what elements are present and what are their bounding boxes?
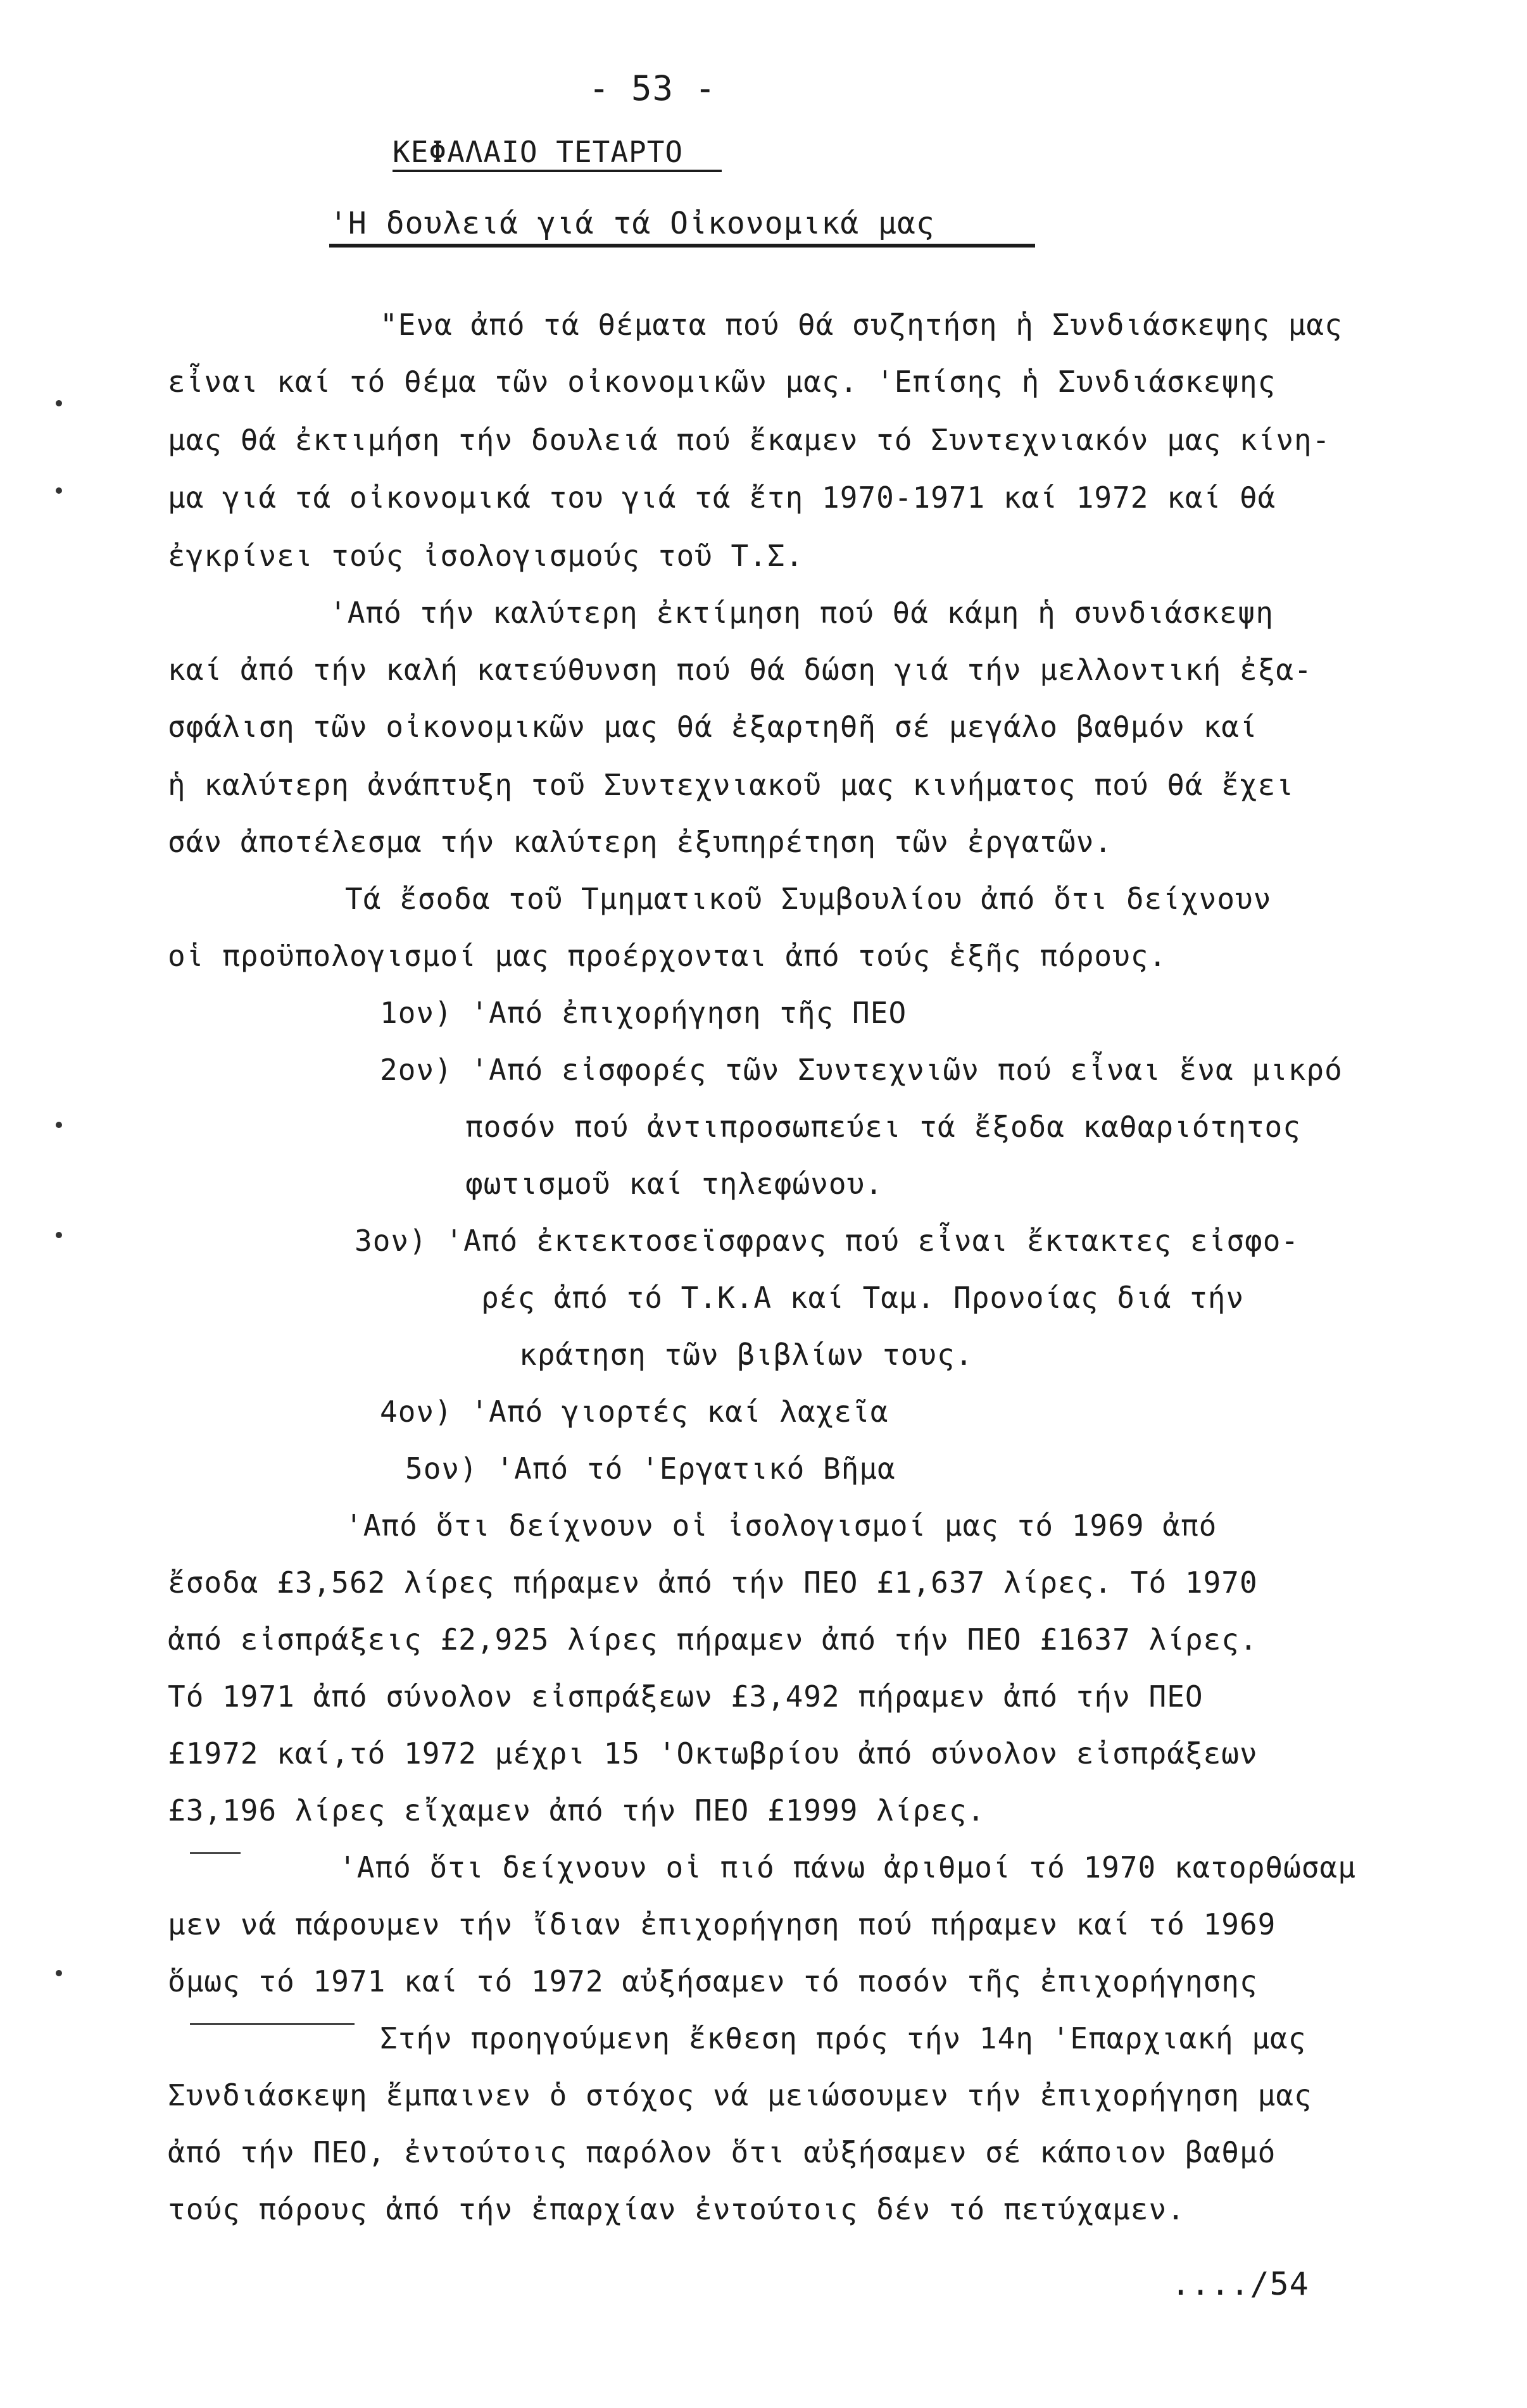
- chapter-title: ΚΕΦΑΛΑΙΟ ΤΕΤΑΡΤΟ: [393, 135, 684, 169]
- body-line: ἔσοδα £3,562 λίρες πήραμεν ἀπό τήν ΠΕΟ £1,637 λίρες. Τό 1970: [168, 1565, 1258, 1600]
- body-line: τούς πόρους ἀπό τήν ἐπαρχίαν ἐντούτοις δέν τό πετύχαμεν.: [168, 2192, 1185, 2226]
- body-line: Τά ἔσοδα τοῦ Τμηματικοῦ Συμβουλίου ἀπό ὅτι δείχνουν: [345, 882, 1272, 916]
- body-line: 'Από τήν καλύτερη ἐκτίμηση πού θά κάμη ἡ συνδιάσκεψη: [329, 596, 1274, 630]
- body-line: Τό 1971 ἀπό σύνολον εἰσπράξεων £3,492 πήραμεν ἀπό τήν ΠΕΟ: [168, 1679, 1203, 1714]
- margin-dash: [190, 1852, 241, 1854]
- list-item-3-cont: ρές ἀπό τό Τ.Κ.Α καί Ταμ. Προνοίας διά τήν: [481, 1281, 1245, 1315]
- binding-hole-mark: [56, 487, 62, 494]
- chapter-underline: [393, 170, 722, 172]
- body-line: ἀπό εἰσπράξεις £2,925 λίρες πήραμεν ἀπό τήν ΠΕΟ £1637 λίρες.: [168, 1622, 1258, 1657]
- body-line: μας θά ἐκτιμήση τήν δουλειά πού ἔκαμεν τό Συντεχνιακόν μας κίνη-: [168, 423, 1331, 457]
- body-line: "Ενα ἀπό τά θέματα πού θά συζητήση ἡ Συνδιάσκεψης μας: [380, 308, 1343, 342]
- body-line: ἐγκρίνει τούς ἰσολογισμούς τοῦ Τ.Σ.: [168, 539, 804, 573]
- section-title: 'Η δουλειά γιά τά Οἰκονομικά μας: [329, 206, 935, 241]
- body-line: σάν ἀποτέλεσμα τήν καλύτερη ἐξυπηρέτηση τῶν ἐργατῶν.: [168, 825, 1113, 859]
- body-line: καί ἀπό τήν καλή κατεύθυνση πού θά δώση γιά τήν μελλοντική ἐξα-: [168, 653, 1312, 687]
- body-line: Στήν προηγούμενη ἔκθεση πρός τήν 14η 'Επαρχιακή μας: [380, 2021, 1307, 2055]
- body-line: μεν νά πάρουμεν τήν ἴδιαν ἐπιχορήγηση πού πήραμεν καί τό 1969: [168, 1907, 1276, 1941]
- continuation-marker: ..../54: [1171, 2266, 1309, 2302]
- binding-hole-mark: [56, 1970, 62, 1976]
- binding-hole-mark: [56, 400, 62, 406]
- section-underline: [329, 244, 1035, 248]
- list-item-1: 1ον) 'Από ἐπιχορήγηση τῆς ΠΕΟ: [380, 996, 907, 1030]
- body-line: εἶναι καί τό θέμα τῶν οἰκονομικῶν μας. 'Επίσης ἡ Συνδιάσκεψης: [168, 365, 1276, 399]
- list-item-2-cont: φωτισμοῦ καί τηλεφώνου.: [465, 1167, 883, 1201]
- body-line: Συνδιάσκεψη ἔμπαινεν ὁ στόχος νά μειώσουμεν τήν ἐπιχορήγηση μας: [168, 2078, 1312, 2112]
- list-item-4: 4ον) 'Από γιορτές καί λαχεῖα: [380, 1395, 889, 1429]
- body-line: 'Από ὅτι δείχνουν οἱ ἰσολογισμοί μας τό 1969 ἀπό: [345, 1508, 1217, 1543]
- binding-hole-mark: [56, 1232, 62, 1238]
- list-item-5: 5ον) 'Από τό 'Εργατικό Βῆμα: [405, 1452, 896, 1486]
- list-item-2: 2ον) 'Από εἰσφορές τῶν Συντεχνιῶν πού εἶναι ἕνα μικρό: [380, 1053, 1343, 1087]
- list-item-3-cont: κράτηση τῶν βιβλίων τους.: [519, 1338, 974, 1372]
- body-line: 'Από ὅτι δείχνουν οἱ πιό πάνω ἀριθμοί τό 1970 κατορθώσαμ: [339, 1850, 1356, 1884]
- page-number: - 53 -: [589, 68, 717, 108]
- list-item-2-cont: ποσόν πού ἀντιπροσωπεύει τά ἔξοδα καθαριότητος: [465, 1110, 1301, 1144]
- binding-hole-mark: [56, 1122, 62, 1128]
- body-line: ὅμως τό 1971 καί τό 1972 αὐξήσαμεν τό ποσόν τῆς ἐπιχορήγησης: [168, 1964, 1258, 1998]
- body-line: £1972 καί,τό 1972 μέχρι 15 'Οκτωβρίου ἀπό σύνολον εἰσπράξεων: [168, 1736, 1258, 1771]
- body-line: ἀπό τήν ΠΕΟ, ἐντούτοις παρόλον ὅτι αὐξήσαμεν σέ κάποιον βαθμό: [168, 2135, 1276, 2169]
- body-line: £3,196 λίρες εἴχαμεν ἀπό τήν ΠΕΟ £1999 λίρες.: [168, 1793, 986, 1828]
- body-line: ἡ καλύτερη ἀνάπτυξη τοῦ Συντεχνιακοῦ μας κινήματος πού θά ἔχει: [168, 768, 1295, 802]
- list-item-3: 3ον) 'Από ἐκτεκτοσεϊσφρανς πού εἶναι ἔκτακτες εἰσφο-: [355, 1224, 1300, 1258]
- body-line: σφάλιση τῶν οἰκονομικῶν μας θά ἐξαρτηθῆ σέ μεγάλο βαθμόν καί: [168, 710, 1258, 744]
- body-line: οἱ προϋπολογισμοί μας προέρχονται ἀπό τούς ἑξῆς πόρους.: [168, 939, 1167, 973]
- margin-dash: [190, 2023, 355, 2025]
- body-line: μα γιά τά οἰκονομικά του γιά τά ἔτη 1970-1971 καί 1972 καί θά: [168, 480, 1276, 515]
